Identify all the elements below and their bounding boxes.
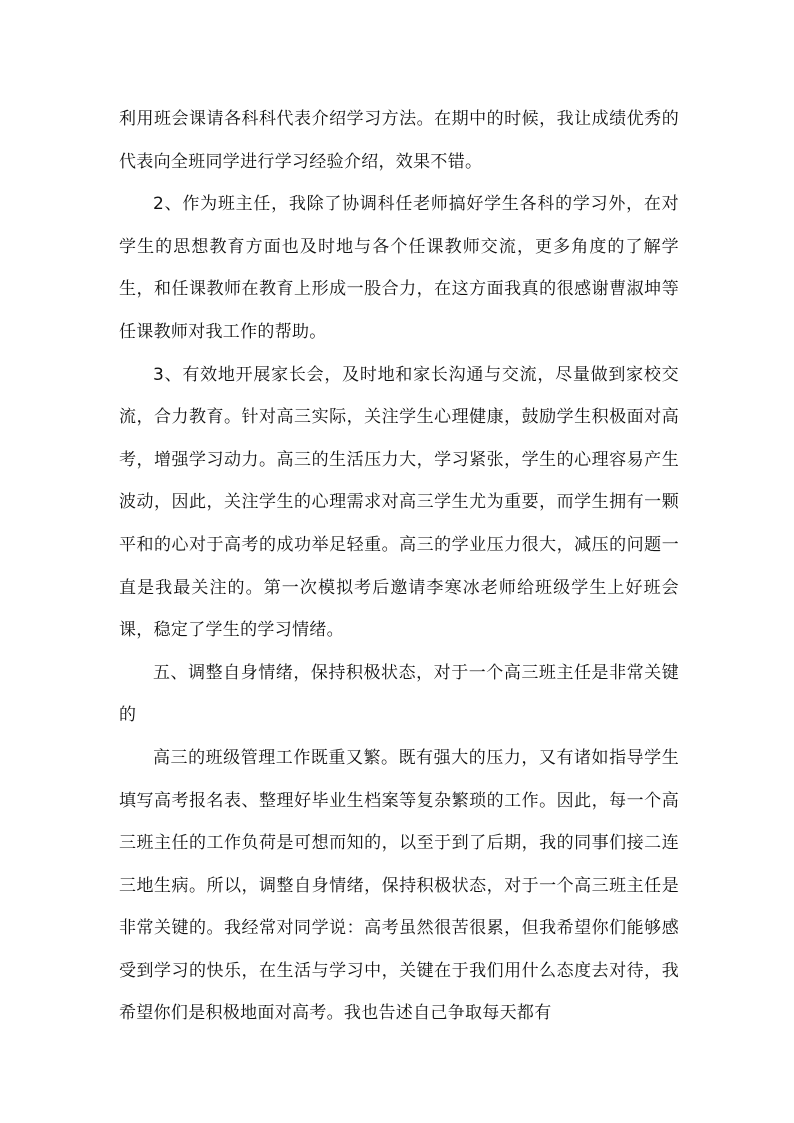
paragraph-item-2: 2、作为班主任，我除了协调科任老师搞好学生各科的学习外，在对学生的思想教育方面也及时地与各个任课教师交流，更多角度的了解学生，和任课教师在教育上形成一股合力，在这方面我真的很感谢曹淑坤等任课教师对我工作的帮助。 [119,194,679,342]
paragraph-section-5-body: 高三的班级管理工作既重又繁。既有强大的压力，又有诸如指导学生填写高考报名表、整理好毕业生档案等复杂繁琐的工作。因此，每一个高三班主任的工作负荷是可想而知的，以至于到了后期，我的同事们接二连三地生病。所以，调整自身情绪，保持积极状态，对于一个高三班主任是非常关键的。我经常对同学说：高考虽然很苦很累，但我希望你们能够感受到学习的快乐，在生活与学习中，关键在于我们用什么态度去对待，我希望你们是积极地面对高考。我也告述自己争取每天都有 [119,747,679,1024]
paragraph-study-methods: 利用班会课请各科科代表介绍学习方法。在期中的时候，我让成绩优秀的代表向全班同学进行学习经验介绍，效果不错。 [119,109,679,172]
document-body [119,98,679,1035]
paragraph-item-3: 3、有效地开展家长会，及时地和家长沟通与交流，尽量做到家校交流，合力教育。针对高三实际，关注学生心理健康，鼓励学生积极面对高考，增强学习动力。高三的生活压力大，学习紧张，学生的心理容易产生波动，因此，关注学生的心理需求对高三学生尤为重要，而学生拥有一颗平和的心对于高考的成功举足轻重。高三的学业压力很大，减压的问题一直是我最关注的。第一次模拟考后邀请李寒冰老师给班级学生上好班会课，稳定了学生的学习情绪。 [119,364,679,641]
section-5-heading: 五、调整自身情绪，保持积极状态，对于一个高三班主任是非常关键的 [119,662,679,726]
